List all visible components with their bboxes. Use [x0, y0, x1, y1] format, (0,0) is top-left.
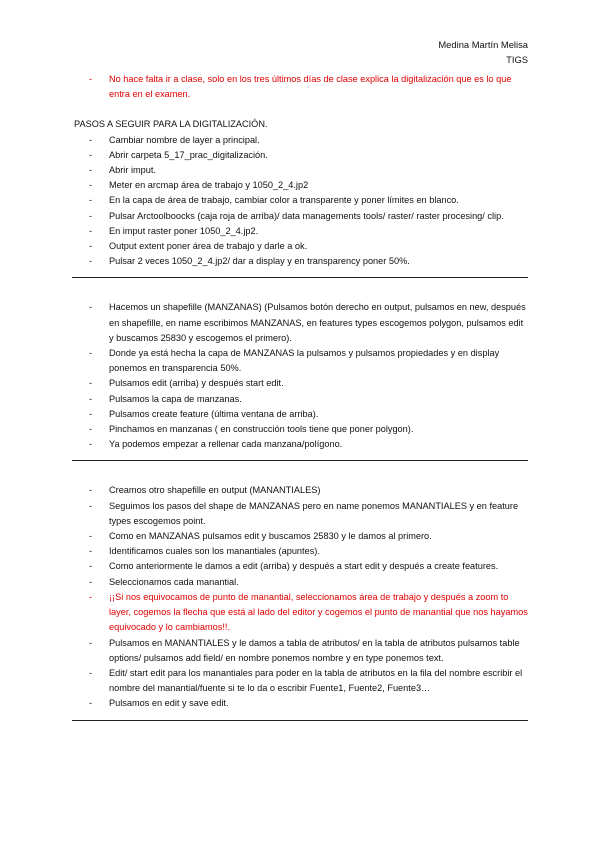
list-item: - Cambiar nombre de layer a principal.: [74, 133, 528, 148]
list-item: - Pulsamos la capa de manzanas.: [74, 392, 528, 407]
horizontal-rule: [72, 720, 528, 721]
steps-list-1: [74, 133, 528, 270]
horizontal-rule: [72, 277, 528, 278]
list-item: - Abrir carpeta 5_17_prac_digitalización.: [74, 148, 528, 163]
list-item: - Pinchamos en manzanas ( en construcción tools tiene que poner polygon).: [74, 422, 528, 437]
note-list: [74, 72, 528, 102]
section-heading: PASOS A SEGUIR PARA LA DIGITALIZACIÓN.: [74, 119, 268, 130]
list-item: - Pulsamos en MANANTIALES y le damos a tabla de atributos/ en la tabla de atributos pulsamos table options/ pulsamos add field/ en nombre ponemos nombre y en type ponemos text.: [74, 636, 528, 666]
list-item: - En imput raster poner 1050_2_4.jp2.: [74, 224, 528, 239]
list-item: - Donde ya está hecha la capa de MANZANAS la pulsamos y pulsamos propiedades y en display ponemos en transparencia 50%.: [74, 346, 528, 376]
list-item: - Creamos otro shapefille en output (MANANTIALES): [74, 483, 528, 498]
list-item: - Edit/ start edit para los manantiales para poder en la tabla de atributos en la fila del nombre escribir el nombre del manantial/fuente si te lo da o escribir Fuente1, Fuente2, Fuente3…: [74, 666, 528, 696]
list-item: - Como en MANZANAS pulsamos edit y buscamos 25830 y le damos al primero.: [74, 529, 528, 544]
list-item: - Seleccionamos cada manantial.: [74, 575, 528, 590]
list-item: - Hacemos un shapefille (MANZANAS) (Pulsamos botón derecho en output, pulsamos en new, después en shapefille, en name escribimos MANZANAS, en features types escogemos polygon, pulsamos edit y buscamos 25830 y escogemos el primero).: [74, 300, 528, 346]
list-item: - Como anteriormente le damos a edit (arriba) y después a start edit y después a create features.: [74, 559, 528, 574]
list-item: - Ya podemos empezar a rellenar cada manzana/polígono.: [74, 437, 528, 452]
horizontal-rule: [72, 460, 528, 461]
list-item: - Output extent poner área de trabajo y darle a ok.: [74, 239, 528, 254]
list-item: - Meter en arcmap área de trabajo y 1050_2_4.jp2: [74, 178, 528, 193]
list-item: - Pulsamos create feature (última ventana de arriba).: [74, 407, 528, 422]
list-item: - Pulsar 2 veces 1050_2_4.jp2/ dar a display y en transparency poner 50%.: [74, 254, 528, 269]
warning-item: - ¡¡Si nos equivocamos de punto de manantial, seleccionamos área de trabajo y después a zoom to layer, cogemos la flecha que está al lado del editor y cogemos el punto de manantial que nos hayamos equivocado y lo cambiamos!!.: [74, 590, 528, 636]
author-name: Medina Martín Melisa: [438, 39, 528, 50]
steps-list-3: [74, 483, 528, 711]
page-header: [438, 37, 528, 67]
list-item: - Abrir imput.: [74, 163, 528, 178]
exam-note: - No hace falta ir a clase, solo en los tres últimos días de clase explica la digitalización que es lo que entra en el examen.: [74, 72, 528, 102]
list-item: - Identificamos cuales son los manantiales (apuntes).: [74, 544, 528, 559]
document-body: [74, 72, 528, 743]
list-item: - Pulsamos edit (arriba) y después start edit.: [74, 376, 528, 391]
list-item: - Seguimos los pasos del shape de MANZANAS pero en name ponemos MANANTIALES y en feature types escogemos point.: [74, 499, 528, 529]
steps-list-2: [74, 300, 528, 452]
subject-name: TIGS: [506, 54, 528, 65]
list-item: - En la capa de área de trabajo, cambiar color a transparente y poner límites en blanco.: [74, 193, 528, 208]
list-item: - Pulsar Arctoolboocks (caja roja de arriba)/ data managements tools/ raster/ raster procesing/ clip.: [74, 209, 528, 224]
list-item: - Pulsamos en edit y save edit.: [74, 696, 528, 711]
